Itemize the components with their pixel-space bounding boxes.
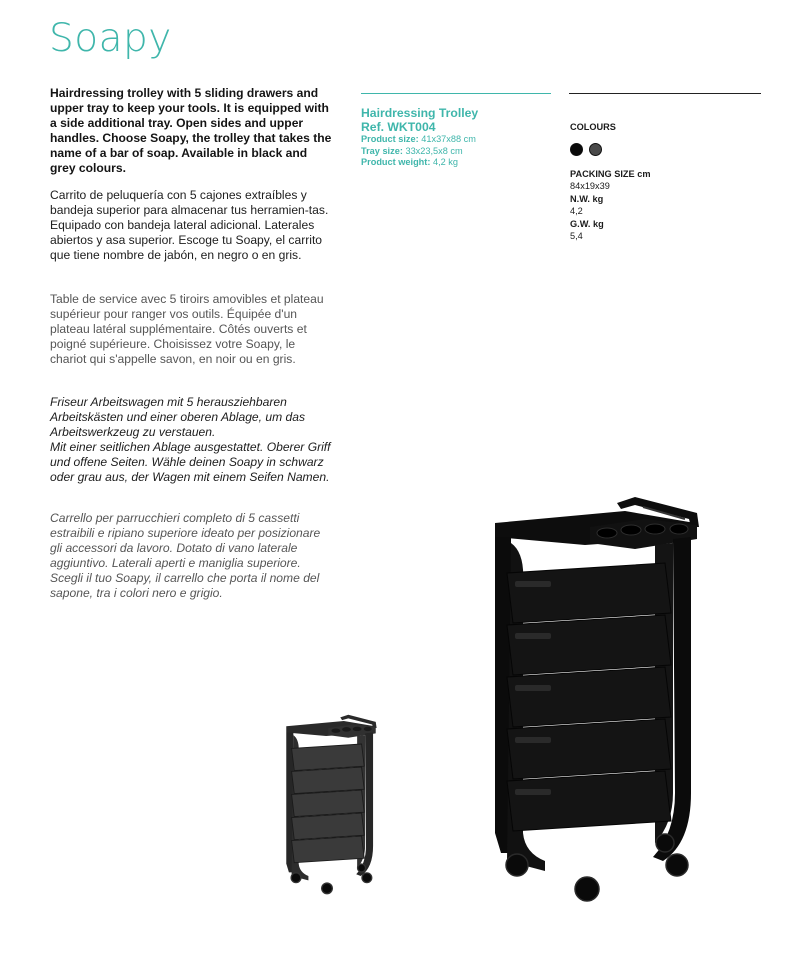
product-ref: Ref. WKT004	[361, 120, 436, 134]
net-weight-value: 4,2	[570, 206, 583, 217]
product-weight-row	[361, 157, 561, 169]
product-spec	[361, 106, 561, 169]
description-german	[50, 395, 332, 486]
swatch-black[interactable]	[570, 143, 583, 156]
trolley-black-image	[485, 493, 707, 913]
page-title: Soapy	[49, 16, 172, 61]
colours-divider	[569, 93, 761, 94]
product-size-value: 41x37x88 cm	[421, 134, 476, 144]
packing-size-label: PACKING SIZE cm	[570, 169, 651, 179]
description-german-part1: Friseur Arbeitswagen mit 5 herausziehbaren Arbeitskästen und einer oberen Ablage, um das Arbeitswerkzeug zu verstauen.	[50, 395, 306, 440]
packing-size-value: 84x19x39	[570, 181, 610, 192]
product-name: Hairdressing Trolley	[361, 106, 479, 120]
description-english: Hairdressing trolley with 5 sliding drawers and upper tray to keep your tools. It is equipped with a side additional tray. Open sides and upper handles. Choose Soapy, the trolley that takes the name of a bar of soap. Available in black and grey colours.	[50, 86, 332, 176]
description-spanish: Carrito de peluquería con 5 cajones extraíbles y bandeja superior para almacenar tus herramien-tas. Equipado con bandeja lateral adicional. Laterales abiertos y asa superior. Escoge tu Soapy, el carrito que tiene nombre de jabón, en negro o en gris.	[50, 188, 329, 263]
net-weight-label: N.W. kg	[570, 193, 604, 204]
tray-size-value: 33x23,5x8 cm	[405, 145, 463, 156]
colours-panel	[570, 121, 760, 242]
spec-divider	[361, 93, 551, 94]
gross-weight-label: G.W. kg	[570, 218, 604, 229]
trolley-grey-drawing	[286, 715, 376, 894]
description-german-part2: Mit einer seitlichen Ablage ausgestattet. Oberer Griff und offene Seiten. Wähle deinen Soapy in schwarz oder grau aus, der Wagen mit einem Seifen Namen.	[50, 440, 331, 485]
trolley-black-drawing	[495, 497, 699, 901]
product-weight-label: Product weight:	[361, 157, 431, 167]
packing-info	[570, 168, 760, 242]
product-size-label: Product size:	[361, 134, 419, 144]
product-weight-value: 4,2 kg	[432, 157, 459, 167]
description-french: Table de service avec 5 tiroirs amovibles et plateau supérieur pour ranger vos outils. Équipée d'un plateau latéral supplémentaire. Côtés ouverts et poigné supérieure. Choisissez votre Soapy, le chariot qui s'appelle savon, en noir ou en gris.	[50, 292, 324, 367]
colour-swatches	[570, 143, 760, 156]
swatch-grey[interactable]	[589, 143, 602, 156]
colours-label: COLOURS	[570, 122, 616, 132]
trolley-grey-image	[278, 713, 384, 899]
tray-size-row	[361, 146, 561, 158]
description-italian: Carrello per parrucchieri completo di 5 cassetti estraibili e ripiano superiore ideato per posizionare gli accessori da lavoro. Dotato di vano laterale aggiuntivo. Laterali aperti e maniglia superiore. Scegli il tuo Soapy, il carrello che porta il nome del sapone, tra i colori nero e grigio.	[50, 511, 321, 601]
tray-size-label: Tray size:	[361, 145, 403, 156]
gross-weight-value: 5,4	[570, 231, 583, 242]
product-size-row	[361, 134, 561, 146]
